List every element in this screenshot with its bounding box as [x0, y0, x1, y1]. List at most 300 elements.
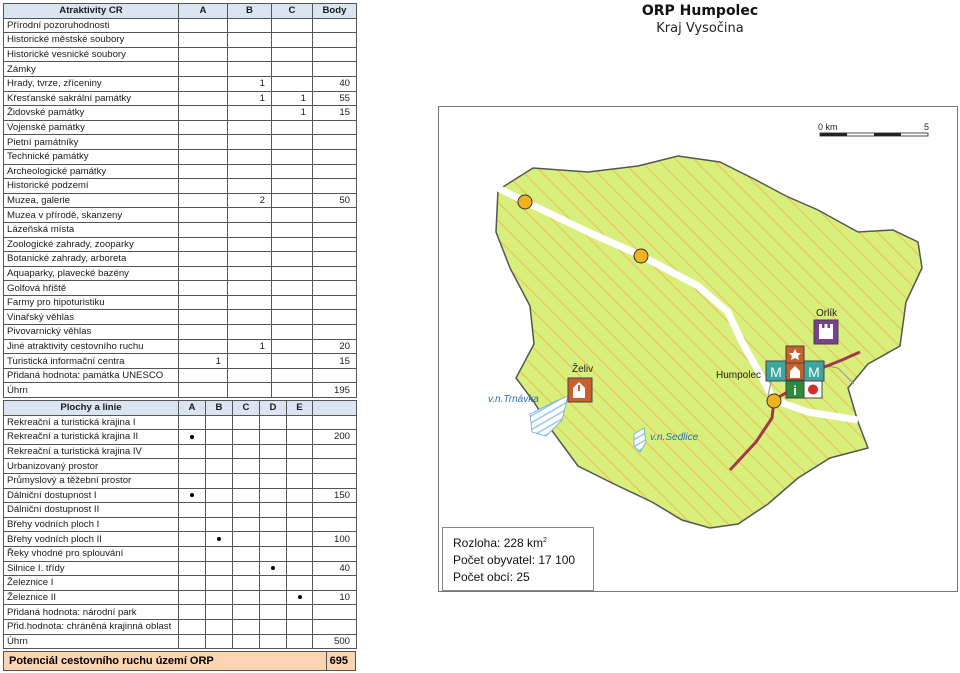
cell-c [272, 237, 313, 252]
population-line: Počet obyvatel: 17 100 [453, 553, 576, 567]
grade-cell [206, 561, 233, 576]
label-humpolec: Humpolec [716, 370, 762, 381]
table-row [4, 561, 357, 576]
orp-map [438, 106, 958, 592]
grade-cell [233, 590, 260, 605]
cell-a [179, 164, 228, 179]
cell-body [313, 473, 357, 488]
table-row [4, 488, 357, 503]
row-label: Břehy vodních ploch I [4, 517, 179, 532]
header-cell: Plochy a linie [4, 401, 179, 416]
row-label: Technické památky [4, 149, 179, 164]
table-row [4, 444, 357, 459]
castle-icon [814, 320, 838, 344]
cell-a [179, 179, 228, 194]
cell-a [179, 383, 228, 398]
header-cell [313, 401, 357, 416]
grade-cell [206, 590, 233, 605]
cell-body [313, 459, 357, 474]
cell-c [272, 354, 313, 369]
cell-c [272, 76, 313, 91]
cell-a: 1 [179, 354, 228, 369]
cell-body [313, 605, 357, 620]
cell-c [272, 135, 313, 150]
cell-body: 500 [313, 634, 357, 649]
cell-a [179, 339, 228, 354]
table-row [4, 91, 357, 106]
grade-cell [179, 473, 206, 488]
cell-b [228, 325, 272, 340]
grade-cell [260, 517, 287, 532]
grade-cell [233, 561, 260, 576]
cell-b [228, 222, 272, 237]
grade-cell [206, 517, 233, 532]
grade-cell [287, 488, 313, 503]
grade-cell [206, 546, 233, 561]
cell-b [228, 281, 272, 296]
table-row [4, 339, 357, 354]
row-label: Pivovarnický věhlas [4, 325, 179, 340]
grade-cell [179, 415, 206, 430]
cell-c [272, 164, 313, 179]
cell-a [179, 33, 228, 48]
grade-cell [179, 430, 206, 445]
grade-cell [260, 619, 287, 634]
grade-cell [179, 576, 206, 591]
cell-b [228, 310, 272, 325]
cell-body [313, 135, 357, 150]
grade-cell [179, 459, 206, 474]
scale-start-label: 0 km [818, 122, 838, 132]
area-line: Rozloha: 228 $km^2$ [453, 536, 547, 550]
potential-total-row [3, 651, 356, 671]
cell-b: 1 [228, 76, 272, 91]
row-label: Zoologické zahrady, zooparky [4, 237, 179, 252]
highway-junction-1 [518, 195, 532, 209]
grade-cell [260, 473, 287, 488]
grade-cell [179, 561, 206, 576]
header-cell: Body [313, 4, 357, 19]
cell-body [313, 444, 357, 459]
grade-marker [271, 566, 275, 570]
cell-body [313, 368, 357, 383]
header-cell: Atraktivity CR [4, 4, 179, 19]
grade-cell [260, 415, 287, 430]
grade-marker [217, 537, 221, 541]
grade-cell [233, 415, 260, 430]
row-label: Urbanizovaný prostor [4, 459, 179, 474]
potential-label: Potenciál cestovního ruchu území ORP [9, 655, 214, 667]
grade-cell [206, 444, 233, 459]
grade-cell [287, 473, 313, 488]
grade-cell [233, 619, 260, 634]
cell-c [272, 383, 313, 398]
table-row [4, 634, 357, 649]
row-label: Vojenské památky [4, 120, 179, 135]
svg-text:M: M [808, 364, 820, 380]
grade-cell [287, 619, 313, 634]
cell-body: 100 [313, 532, 357, 547]
cell-c [272, 18, 313, 33]
table-row [4, 120, 357, 135]
label-orlik: Orlík [816, 308, 838, 319]
grade-cell [233, 459, 260, 474]
grade-cell [206, 503, 233, 518]
cell-b [228, 149, 272, 164]
cell-b [228, 164, 272, 179]
row-label: Rekreační a turistická krajina I [4, 415, 179, 430]
cell-a [179, 310, 228, 325]
cell-a [179, 208, 228, 223]
row-label: Rekreační a turistická krajina IV [4, 444, 179, 459]
header-cell: A [179, 4, 228, 19]
label-trnavka: v.n.Trnávka [488, 394, 539, 405]
grade-marker [190, 435, 194, 439]
table-row [4, 473, 357, 488]
areas-lines-table [3, 400, 357, 649]
table-row [4, 252, 357, 267]
grade-cell [206, 576, 233, 591]
grade-cell [233, 634, 260, 649]
row-label: Lázeňská místa [4, 222, 179, 237]
grade-marker [298, 595, 302, 599]
grade-cell [287, 444, 313, 459]
orp-name: ORP Humpolec [641, 3, 759, 19]
grade-cell [260, 488, 287, 503]
grade-cell [179, 517, 206, 532]
grade-cell [260, 532, 287, 547]
cell-b [228, 266, 272, 281]
row-label: Golfová hřiště [4, 281, 179, 296]
cell-body [313, 179, 357, 194]
info-box [442, 527, 594, 591]
cell-c [272, 120, 313, 135]
cell-body [313, 576, 357, 591]
cell-b [228, 135, 272, 150]
table-row [4, 18, 357, 33]
cell-a [179, 281, 228, 296]
cell-a [179, 252, 228, 267]
grade-cell [206, 634, 233, 649]
cell-c [272, 266, 313, 281]
grade-cell [206, 488, 233, 503]
grade-cell [260, 546, 287, 561]
grade-cell [233, 532, 260, 547]
cell-body [313, 310, 357, 325]
header-cell: C [272, 4, 313, 19]
grade-cell [233, 517, 260, 532]
table-row [4, 383, 357, 398]
cell-body [313, 149, 357, 164]
cell-c [272, 310, 313, 325]
cell-c [272, 47, 313, 62]
cell-b [228, 179, 272, 194]
cell-a [179, 76, 228, 91]
row-label: Dálniční dostupnost II [4, 503, 179, 518]
table-row [4, 310, 357, 325]
attractions-table [3, 3, 357, 398]
cell-b: 1 [228, 91, 272, 106]
cell-body [313, 415, 357, 430]
cell-body [313, 120, 357, 135]
cell-body: 200 [313, 430, 357, 445]
label-sedlice: v.n.Sedlice [650, 432, 699, 443]
cell-a [179, 368, 228, 383]
cell-body: 40 [313, 76, 357, 91]
row-label: Úhrn [4, 634, 179, 649]
row-label: Břehy vodních ploch II [4, 532, 179, 547]
table-row [4, 149, 357, 164]
table-row [4, 208, 357, 223]
cell-body: 55 [313, 91, 357, 106]
cell-body: 15 [313, 354, 357, 369]
grade-cell [287, 576, 313, 591]
row-label: Vinařský věhlas [4, 310, 179, 325]
cell-body [313, 281, 357, 296]
cell-a [179, 295, 228, 310]
row-label: Jiné atraktivity cestovního ruchu [4, 339, 179, 354]
row-label: Silnice I. třídy [4, 561, 179, 576]
cell-c [272, 295, 313, 310]
row-label: Průmyslový a těžební prostor [4, 473, 179, 488]
cell-a [179, 120, 228, 135]
table-row [4, 281, 357, 296]
row-label: Přid.hodnota: chráněná krajinná oblast [4, 619, 179, 634]
grade-cell [287, 415, 313, 430]
cell-b [228, 47, 272, 62]
cell-body [313, 164, 357, 179]
row-label: Rekreační a turistická krajina II [4, 430, 179, 445]
grade-cell [260, 634, 287, 649]
grade-cell [260, 590, 287, 605]
grade-cell [287, 517, 313, 532]
cell-body: 40 [313, 561, 357, 576]
cell-b [228, 106, 272, 121]
cell-body [313, 325, 357, 340]
grade-cell [179, 590, 206, 605]
grade-cell [179, 488, 206, 503]
table-row [4, 576, 357, 591]
cell-body [313, 503, 357, 518]
cell-body: 195 [313, 383, 357, 398]
cell-body [313, 237, 357, 252]
cell-b [228, 368, 272, 383]
cell-a [179, 193, 228, 208]
cell-c [272, 252, 313, 267]
row-label: Křesťanské sakrální památky [4, 91, 179, 106]
row-label: Přírodní pozoruhodnosti [4, 18, 179, 33]
cell-c [272, 281, 313, 296]
grade-cell [233, 444, 260, 459]
cell-b [228, 33, 272, 48]
cell-b [228, 208, 272, 223]
grade-cell [206, 532, 233, 547]
table-row [4, 590, 357, 605]
grade-cell [206, 605, 233, 620]
cell-c: 1 [272, 91, 313, 106]
svg-text:M: M [770, 364, 782, 380]
row-label: Železnice I [4, 576, 179, 591]
row-label: Úhrn [4, 383, 179, 398]
grade-cell [233, 473, 260, 488]
table-row [4, 33, 357, 48]
header-cell: D [260, 401, 287, 416]
cell-a [179, 135, 228, 150]
grade-cell [287, 459, 313, 474]
highway-junction-3 [767, 394, 781, 408]
header-cell: A [179, 401, 206, 416]
cell-a [179, 222, 228, 237]
grade-cell [260, 430, 287, 445]
cell-b [228, 237, 272, 252]
table-row [4, 47, 357, 62]
grade-cell [233, 576, 260, 591]
grade-cell [179, 532, 206, 547]
attractions-header-row [4, 4, 357, 19]
map-title [600, 3, 800, 36]
table-row [4, 164, 357, 179]
row-label: Zámky [4, 62, 179, 77]
row-label: Muzea v přírodě, skanzeny [4, 208, 179, 223]
cell-a [179, 47, 228, 62]
grade-cell [260, 444, 287, 459]
cell-body [313, 619, 357, 634]
grade-cell [287, 590, 313, 605]
table-row [4, 135, 357, 150]
cell-body: 15 [313, 106, 357, 121]
cell-b [228, 383, 272, 398]
cell-c [272, 368, 313, 383]
row-label: Botanické zahrady, arboreta [4, 252, 179, 267]
row-label: Farmy pro hipoturistiku [4, 295, 179, 310]
grade-cell [260, 459, 287, 474]
cell-body [313, 47, 357, 62]
cell-body [313, 33, 357, 48]
row-label: Židovské památky [4, 106, 179, 121]
svg-text:i: i [793, 383, 797, 398]
grade-cell [287, 561, 313, 576]
cell-b [228, 252, 272, 267]
cell-body [313, 546, 357, 561]
region-name: Kraj Vysočina [656, 21, 744, 36]
header-cell: E [287, 401, 313, 416]
grade-cell [179, 546, 206, 561]
grade-cell [179, 503, 206, 518]
grade-cell [287, 605, 313, 620]
header-cell: B [206, 401, 233, 416]
highway-junction-2 [634, 249, 648, 263]
grade-cell [260, 605, 287, 620]
cell-body [313, 62, 357, 77]
grade-cell [233, 503, 260, 518]
row-label: Historické vesnické soubory [4, 47, 179, 62]
table-row [4, 459, 357, 474]
grade-cell [287, 546, 313, 561]
cell-c [272, 62, 313, 77]
table-row [4, 106, 357, 121]
row-label: Pietní památníky [4, 135, 179, 150]
cell-a [179, 149, 228, 164]
cell-c [272, 193, 313, 208]
cell-body: 150 [313, 488, 357, 503]
row-label: Hrady, tvrze, zříceniny [4, 76, 179, 91]
table-row [4, 295, 357, 310]
cell-body [313, 295, 357, 310]
potential-value: 695 [329, 655, 348, 667]
row-label: Řeky vhodné pro splouvání [4, 546, 179, 561]
grade-cell [260, 503, 287, 518]
cell-body [313, 18, 357, 33]
table-row [4, 62, 357, 77]
cell-c [272, 325, 313, 340]
cell-body [313, 252, 357, 267]
table-row [4, 619, 357, 634]
row-label: Archeologické památky [4, 164, 179, 179]
table-row [4, 325, 357, 340]
grade-cell [260, 576, 287, 591]
municipalities-line: Počet obcí: 25 [453, 570, 530, 584]
table-row [4, 517, 357, 532]
table-row [4, 179, 357, 194]
scale-end-label: 5 [924, 122, 930, 132]
grade-cell [179, 605, 206, 620]
cell-body [313, 208, 357, 223]
grade-cell [233, 488, 260, 503]
table-row [4, 76, 357, 91]
cell-a [179, 266, 228, 281]
table-row [4, 546, 357, 561]
header-cell: B [228, 4, 272, 19]
cell-b [228, 18, 272, 33]
cell-c [272, 149, 313, 164]
row-label: Aquaparky, plavecké bazény [4, 266, 179, 281]
cell-c: 1 [272, 106, 313, 121]
grade-cell [179, 634, 206, 649]
grade-cell [206, 473, 233, 488]
cell-a [179, 325, 228, 340]
row-label: Turistická informační centra [4, 354, 179, 369]
grade-cell [206, 415, 233, 430]
grade-cell [206, 459, 233, 474]
grade-cell [287, 503, 313, 518]
row-label: Dálniční dostupnost I [4, 488, 179, 503]
cell-b: 2 [228, 193, 272, 208]
cell-body [313, 517, 357, 532]
header-cell: C [233, 401, 260, 416]
table-row [4, 193, 357, 208]
cell-c [272, 179, 313, 194]
cell-c [272, 208, 313, 223]
cell-c [272, 339, 313, 354]
row-label: Přidaná hodnota: památka UNESCO [4, 368, 179, 383]
grade-cell [206, 619, 233, 634]
row-label: Přidaná hodnota: národní park [4, 605, 179, 620]
grade-cell [287, 634, 313, 649]
row-label: Historické městské soubory [4, 33, 179, 48]
row-label: Muzea, galerie [4, 193, 179, 208]
table-row [4, 237, 357, 252]
table-row [4, 266, 357, 281]
label-zeliv: Želiv [572, 364, 594, 375]
grade-cell [233, 546, 260, 561]
cell-body [313, 266, 357, 281]
grade-cell [287, 430, 313, 445]
cell-b [228, 62, 272, 77]
cell-a [179, 106, 228, 121]
cell-body: 20 [313, 339, 357, 354]
areas-header-row [4, 401, 357, 416]
cell-body: 10 [313, 590, 357, 605]
